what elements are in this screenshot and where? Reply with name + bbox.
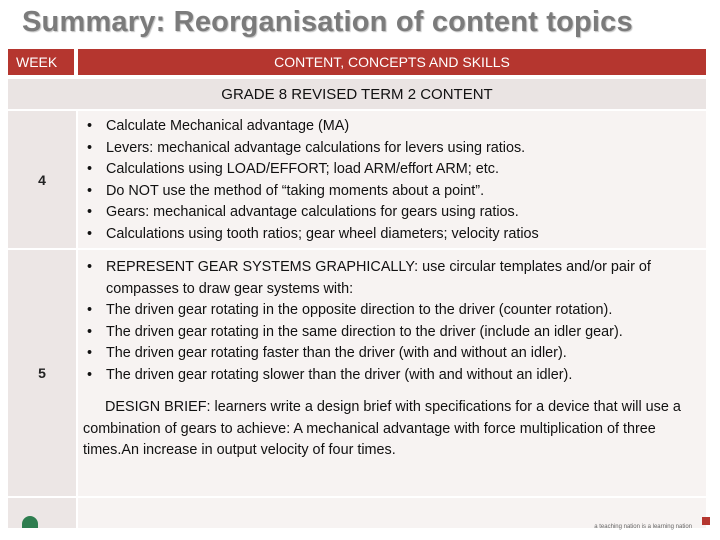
list-item xyxy=(86,365,702,387)
bullet-icon: • xyxy=(87,302,93,319)
list-item xyxy=(86,202,702,224)
header-week: WEEK xyxy=(8,49,74,75)
list-item xyxy=(86,138,702,160)
bullet-list xyxy=(86,116,702,246)
list-item-text: Levers: mechanical advantage calculations for levers using ratios. xyxy=(106,139,526,156)
bullet-icon: • xyxy=(87,161,93,178)
grade-row: GRADE 8 REVISED TERM 2 CONTENT xyxy=(8,79,706,109)
list-item xyxy=(86,300,702,322)
list-item xyxy=(86,116,702,138)
content-cell xyxy=(78,250,706,496)
header-content: CONTENT, CONCEPTS AND SKILLS xyxy=(78,49,706,75)
logo-corner-icon xyxy=(22,516,38,528)
list-item xyxy=(86,322,702,344)
list-item xyxy=(86,181,702,203)
list-item-text: Calculate Mechanical advantage (MA) xyxy=(106,118,350,134)
slide-title: Summary: Reorganisation of content topics xyxy=(22,6,633,38)
list-item-text: The driven gear rotating in the opposite direction to the driver (counter rotation). xyxy=(106,302,613,319)
empty-week-cell xyxy=(8,498,76,528)
week-number: 4 xyxy=(8,111,76,248)
design-brief-text: DESIGN BRIEF: learners write a design brief with specifications for a device that will use a combination of gears to achieve: A mechanical advantage with force multiplication of three times.An increase in output velocity of four times. xyxy=(83,399,681,459)
list-item xyxy=(86,257,702,300)
week-number: 5 xyxy=(8,250,76,496)
list-item-text: The driven gear rotating faster than the driver (with and without an idler). xyxy=(106,345,567,362)
bullet-icon: • xyxy=(87,345,93,362)
list-item xyxy=(86,343,702,365)
bullet-icon: • xyxy=(87,182,93,199)
list-item-text: Calculations using tooth ratios; gear wheel diameters; velocity ratios xyxy=(106,225,539,242)
list-item-text: Gears: mechanical advantage calculations for gears using ratios. xyxy=(106,204,519,221)
bullet-icon: • xyxy=(87,366,93,383)
list-item xyxy=(86,224,702,246)
list-item-text: The driven gear rotating slower than the driver (with and without an idler). xyxy=(106,366,573,383)
bullet-icon: • xyxy=(87,259,93,275)
bullet-icon: • xyxy=(87,204,93,221)
bullet-list xyxy=(86,257,702,387)
list-item-text: The driven gear rotating in the same direction to the driver (include an idler gear). xyxy=(106,323,623,340)
bullet-icon: • xyxy=(87,225,93,242)
list-item-text: Calculations using LOAD/EFFORT; load ARM/effort ARM; etc. xyxy=(106,161,499,178)
list-item-text: REPRESENT GEAR SYSTEMS GRAPHICALLY: use circular templates and/or pair of compasses to draw gear systems with: xyxy=(106,259,651,297)
bullet-icon: • xyxy=(87,139,93,156)
bullet-icon: • xyxy=(87,118,93,134)
footer-mark-icon xyxy=(702,517,710,525)
list-item xyxy=(86,159,702,181)
list-item-text: Do NOT use the method of “taking moments about a point”. xyxy=(106,182,485,199)
bullet-icon: • xyxy=(87,323,93,340)
footer-tagline: a teaching nation is a learning nation xyxy=(594,524,692,530)
content-cell xyxy=(78,111,706,248)
